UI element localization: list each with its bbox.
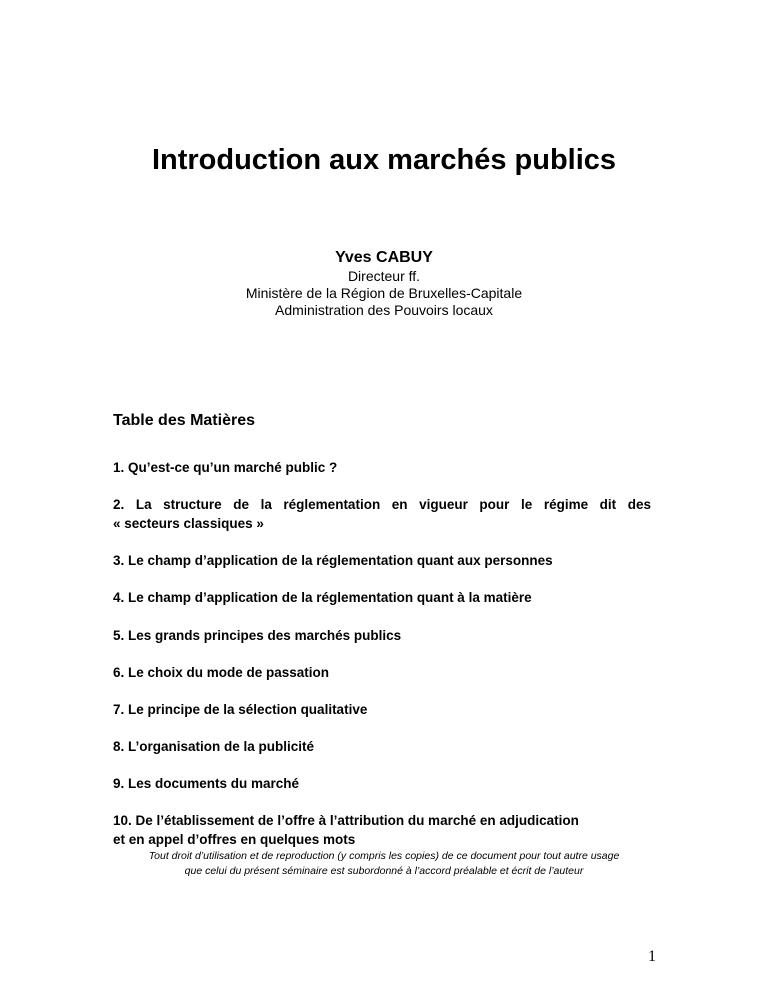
toc-item-5[interactable]: 5. Les grands principes des marchés publics (113, 628, 402, 643)
document-title: Introduction aux marchés publics (151, 144, 617, 176)
toc-item-10[interactable] (113, 811, 651, 849)
toc-item-2-line-1: 2. La structure de la réglementation en vigueur pour le régime dit des (113, 497, 651, 512)
copyright-notice-line-2: que celui du présent séminaire est subordonné à l’accord préalable et écrit de l’auteur (184, 865, 584, 877)
toc-item-4[interactable]: 4. Le champ d’application de la réglementation quant à la matière (113, 590, 532, 605)
author-name: Yves CABUY (335, 249, 433, 266)
toc-item-1[interactable]: 1. Qu’est-ce qu’un marché public ? (113, 460, 338, 475)
toc-item-6[interactable]: 6. Le choix du mode de passation (113, 665, 330, 680)
toc-item-2-line-2: « secteurs classiques » (113, 516, 264, 531)
toc-item-8[interactable]: 8. L’organisation de la publicité (113, 739, 315, 754)
author-administration: Administration des Pouvoirs locaux (275, 302, 493, 318)
toc-item-3[interactable]: 3. Le champ d’application de la réglementation quant aux personnes (113, 553, 553, 568)
copyright-notice (60, 849, 708, 879)
toc-item-10-line-2: et en appel d’offres en quelques mots (113, 832, 356, 847)
author-ministry: Ministère de la Région de Bruxelles-Capitale (245, 285, 523, 301)
author-position: Directeur ff. (347, 268, 421, 284)
page-number: 1 (648, 948, 656, 965)
toc-heading: Table des Matières (113, 412, 255, 429)
toc-item-2[interactable] (113, 495, 651, 533)
toc-item-7[interactable]: 7. Le principe de la sélection qualitative (113, 702, 368, 717)
toc-item-10-line-1: 10. De l’établissement de l’offre à l’attribution du marché en adjudication (113, 813, 579, 828)
copyright-notice-line-1: Tout droit d’utilisation et de reproduction (y compris les copies) de ce document pour tout autre usage (148, 850, 620, 862)
toc-item-9[interactable]: 9. Les documents du marché (113, 776, 300, 791)
